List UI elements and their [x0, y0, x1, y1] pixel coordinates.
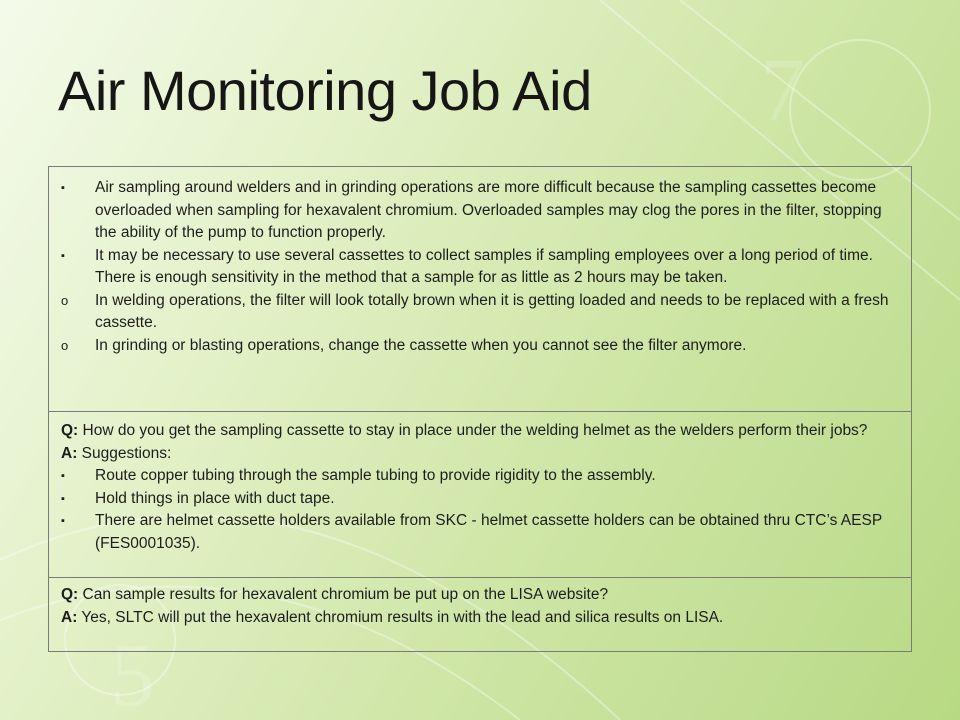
list-item: [61, 510, 899, 555]
list-item: [61, 177, 899, 245]
answer-text: Suggestions:: [81, 444, 172, 462]
svg-text:5: 5: [110, 626, 155, 720]
helmet-qa-section: [49, 411, 911, 577]
question-text: How do you get the sampling cassette to stay in place under the welding helmet as the welders perform their jobs?: [82, 422, 868, 439]
page-title: Air Monitoring Job Aid: [58, 59, 592, 122]
lisa-qa-section: [49, 577, 911, 651]
list-item-text: There are helmet cassette holders available from SKC - helmet cassette holders can be obtained thru CTC’s AESP (FES0001035).: [95, 512, 882, 552]
list-item-text: In grinding or blasting operations, change the cassette when you cannot see the filter anymore.: [95, 336, 747, 354]
square-bullet-icon: ▪: [61, 492, 65, 505]
square-bullet-icon: ▪: [61, 249, 65, 262]
sampling-notes-section: [49, 167, 911, 411]
square-bullet-icon: ▪: [61, 182, 65, 194]
answer: [61, 607, 899, 630]
answer-label: A:: [61, 608, 78, 626]
question-text: Can sample results for hexavalent chromium be put up on the LISA website?: [82, 586, 609, 603]
question-label: Q:: [61, 586, 79, 603]
question-label: Q:: [61, 422, 79, 439]
list-item: [61, 335, 899, 358]
list-item-text: It may be necessary to use several cassettes to collect samples if sampling employees over a long period of time. There is enough sensitivity in the method that a sample for as little as 2 hours may be taken.: [95, 246, 873, 286]
list-item: [61, 488, 899, 511]
list-item-text: Air sampling around welders and in grinding operations are more difficult because the sampling cassettes become overloaded when sampling for hexavalent chromium. Overloaded samples may clog the pores in the filter, stopping the ability of the pump to function properly.: [95, 179, 882, 241]
circle-bullet-icon: o: [61, 292, 69, 308]
list-item: [61, 245, 899, 290]
svg-text:7: 7: [760, 41, 805, 140]
list-item-text: Route copper tubing through the sample tubing to provide rigidity to the assembly.: [95, 467, 656, 484]
question: [61, 420, 899, 443]
list-item: [61, 290, 899, 335]
content-box: [48, 166, 912, 652]
answer: [61, 443, 899, 466]
answer-text: Yes, SLTC will put the hexavalent chromium results in with the lead and silica results on LISA.: [81, 608, 724, 626]
list-item: [61, 465, 899, 488]
answer-label: A:: [61, 444, 78, 462]
square-bullet-icon: ▪: [61, 470, 65, 482]
circle-bullet-icon: o: [61, 337, 69, 353]
question: [61, 584, 899, 607]
square-bullet-icon: ▪: [61, 515, 65, 527]
list-item-text: In welding operations, the filter will look totally brown when it is getting loaded and needs to be replaced with a fresh cassette.: [95, 291, 889, 331]
list-item-text: Hold things in place with duct tape.: [95, 489, 335, 507]
